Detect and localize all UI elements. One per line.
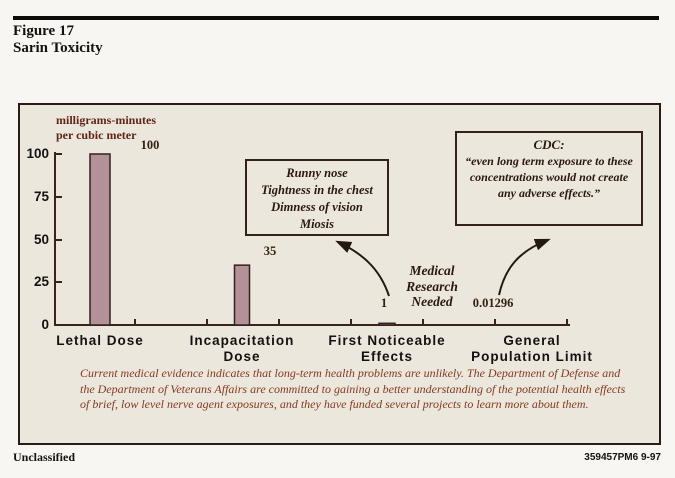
chart-footnote: Current medical evidence indicates that long-term health problems are unlikely. The Department of Defense and the Department of Veterans Affairs are committed to gaining a better understanding of the potential health effects of brief, low level nerve agent exposures, and they have funded several projects to learn more about them. [80,366,626,411]
arrow-to-cdc-box [499,240,548,295]
chart-frame [18,103,661,445]
unit-line-2: per cubic meter [56,128,137,142]
category-line: Dose [223,349,261,364]
category-line: First Noticeable [328,333,446,348]
y-tick-0: 0 [41,317,49,332]
cdc-quote-box [455,131,643,226]
figure-label: Figure 17 [13,23,74,39]
symptom-line: Runny nose [286,166,348,180]
bar-first-noticeable-effects [379,323,395,325]
cdc-box-quote: “even long term exposure to these concentrations would not create any adverse effects.” [465,154,633,200]
category-line: Incapacitation [189,333,295,348]
y-tick-100: 100 [26,146,49,161]
y-tick-75: 75 [33,189,49,204]
document-control-number: 359457PM6 9-97 [584,452,661,463]
category-label-first-noticeable-effects [307,333,467,365]
category-label-general-population-limit [452,333,612,365]
category-label-lethal-dose [20,333,180,349]
classification-marking: Unclassified [13,450,76,464]
value-label-first-noticeable: 1 [380,296,388,310]
y-tick-50: 50 [33,232,49,247]
category-line: Population Limit [471,349,593,364]
category-line: General [503,333,561,348]
y-tick-25: 25 [33,274,49,289]
bar-lethal-dose [90,154,110,325]
category-label-incapacitation-dose [162,333,322,365]
category-line: Lethal Dose [56,333,144,348]
symptom-line: Miosis [299,217,335,231]
medical-research-needed-note: Medical Research Needed [406,263,458,309]
header-rule [13,16,659,20]
cdc-box-title: CDC: [533,137,565,152]
value-label-general-population: 0.01296 [472,296,514,310]
arrow-to-symptoms-box [338,242,389,296]
symptoms-callout-box [245,159,389,236]
value-label-incapacitation: 35 [263,244,277,258]
value-label-lethal: 100 [140,138,160,152]
y-axis-ticks [55,154,62,282]
symptom-line: Tightness in the chest [261,183,373,197]
symptom-line: Dimness of vision [271,200,363,214]
figure-title: Sarin Toxicity [13,40,103,56]
unit-line-1: milligrams-minutes [56,113,156,127]
bar-incapacitation-dose [235,265,250,325]
category-line: Effects [360,349,413,364]
